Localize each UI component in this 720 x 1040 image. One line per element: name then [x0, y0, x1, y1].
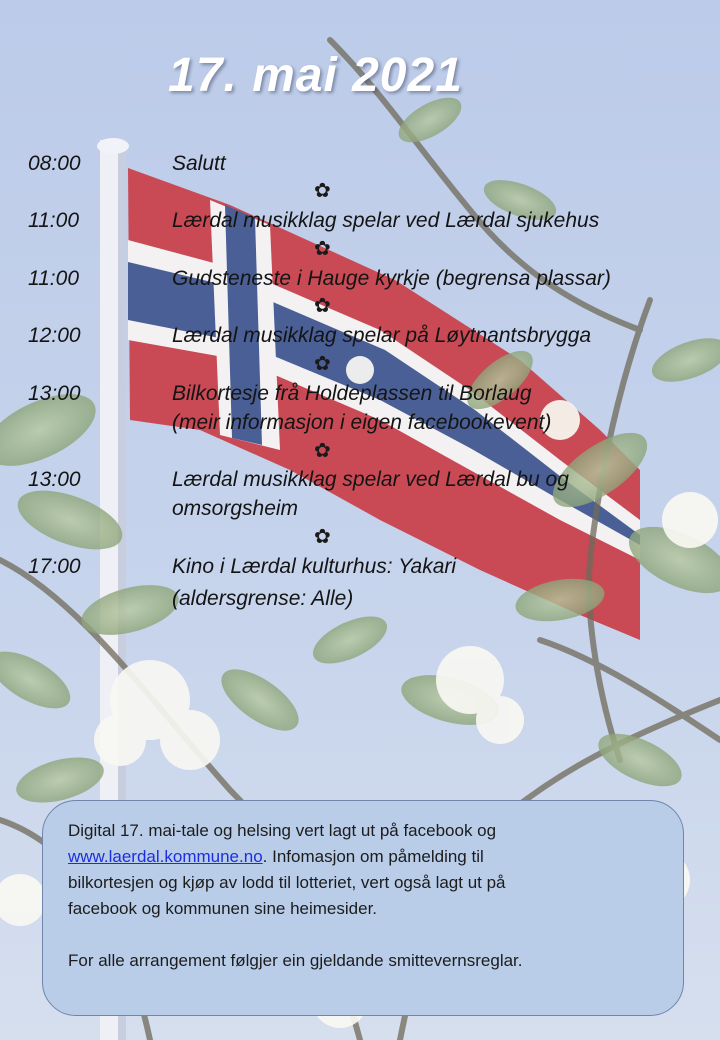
event-time: 13:00 — [28, 382, 81, 405]
info-line: facebook og kommunen sine heimesider. — [68, 899, 378, 918]
flower-separator-icon: ✿ — [314, 238, 331, 260]
flower-separator-icon: ✿ — [314, 526, 331, 548]
event-description: Kino i Lærdal kulturhus: Yakari — [172, 555, 457, 578]
event-description-note: (meir informasjon i eigen facebookevent) — [172, 411, 552, 434]
event-time: 11:00 — [28, 209, 79, 232]
info-line: For alle arrangement følgjer ein gjeldande smittevernsreglar. — [68, 951, 523, 970]
info-line-rest: . Infomasjon om påmelding til — [262, 847, 484, 866]
event-description: Lærdal musikklag spelar ved Lærdal sjukehus — [172, 209, 600, 232]
event-time: 12:00 — [28, 324, 81, 347]
flower-separator-icon: ✿ — [314, 180, 331, 202]
event-description-cont: omsorgsheim — [172, 497, 299, 520]
flower-separator-icon: ✿ — [314, 440, 331, 462]
event-description: Gudsteneste i Hauge kyrkje (begrensa plassar) — [172, 267, 611, 290]
flower-separator-icon: ✿ — [314, 353, 331, 375]
event-time: 13:00 — [28, 468, 81, 491]
info-line: bilkortesjen og kjøp av lodd til lotteriet, vert også lagt ut på — [68, 873, 506, 892]
event-time: 17:00 — [28, 555, 81, 578]
flower-separator-icon: ✿ — [314, 295, 331, 317]
municipality-website-link[interactable]: www.laerdal.kommune.no — [68, 847, 263, 866]
info-line-with-link — [68, 844, 659, 870]
info-line: Digital 17. mai-tale og helsing vert lagt ut på facebook og — [68, 821, 497, 840]
event-description: Bilkortesje frå Holdeplassen til Borlaug — [172, 382, 532, 405]
event-description-note: (aldersgrense: Alle) — [172, 587, 354, 610]
spacer — [68, 922, 659, 948]
event-description: Lærdal musikklag spelar ved Lærdal bu og — [172, 468, 569, 491]
event-description: Lærdal musikklag spelar på Løytnantsbrygga — [172, 324, 592, 347]
info-box — [42, 800, 684, 1016]
page-title: 17. mai 2021 — [168, 49, 463, 102]
event-time: 08:00 — [28, 152, 81, 175]
event-time: 11:00 — [28, 267, 79, 290]
event-description: Salutt — [172, 152, 226, 175]
flagpole-top — [97, 138, 129, 154]
